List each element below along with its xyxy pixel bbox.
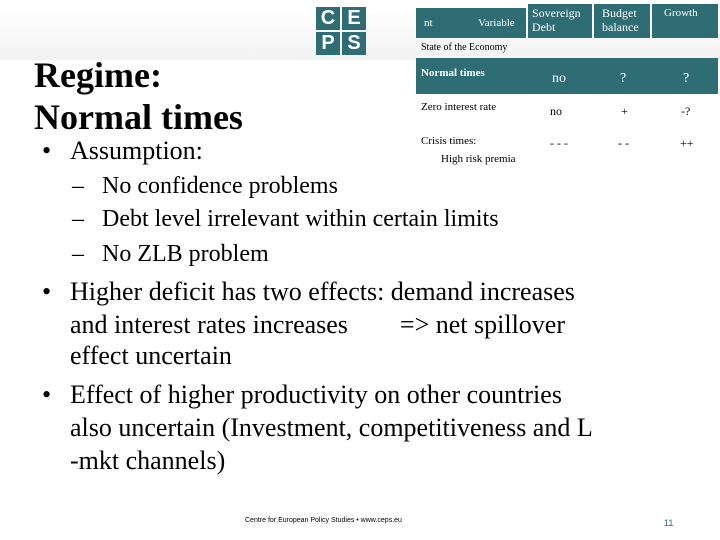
page-number: 11 <box>664 518 674 528</box>
sub-item-2: Debt level irrelevant within certain limits <box>102 206 499 232</box>
bullet-assumption: Assumption: <box>70 136 203 165</box>
logo-letter-c: C <box>316 7 340 30</box>
bullet-productivity-line-2: also uncertain (Investment, competitiveness and L <box>70 413 593 442</box>
table-header-budget: Budget <box>602 6 637 20</box>
sub-item-3: No ZLB problem <box>102 241 269 267</box>
state-of-economy-label: State of the Economy <box>421 42 508 53</box>
bullet-deficit-line-2: and interest rates increases => net spillover <box>70 310 566 339</box>
row-normal-budget: ? <box>620 71 627 86</box>
sub-dash-1: – <box>72 173 84 199</box>
row-crisis-debt: - - - <box>550 136 568 150</box>
row-zero-debt: no <box>550 104 562 118</box>
table-header-debt: Debt <box>532 20 556 34</box>
footer-text: Centre for European Policy Studies • www.ceps.eu <box>245 517 402 524</box>
bullet-marker-1: • <box>42 136 52 165</box>
row-zero-growth: -? <box>681 104 691 118</box>
table-header-sovereign: Sovereign <box>532 6 581 20</box>
row-normal-label: Normal times <box>421 67 485 79</box>
row-crisis-sublabel: High risk premia <box>441 153 516 165</box>
row-zero-label: Zero interest rate <box>421 101 497 113</box>
sub-dash-3: – <box>72 241 84 267</box>
ceps-logo <box>316 7 366 53</box>
bullet-deficit-line-1: Higher deficit has two effects: demand increases <box>70 277 575 306</box>
table-header-variable: Variable <box>478 17 515 29</box>
logo-letter-p: P <box>316 32 340 55</box>
row-crisis-label: Crisis times: <box>421 135 477 147</box>
sub-item-1: No confidence problems <box>102 173 338 199</box>
title-line-2: Normal times <box>34 97 243 137</box>
row-normal-debt: no <box>552 71 566 86</box>
sub-dash-2: – <box>72 206 84 232</box>
bullet-productivity-line-3: -mkt channels) <box>70 446 226 475</box>
bullet-marker-2: • <box>42 277 52 306</box>
table-header-growth: Growth <box>664 7 698 19</box>
row-zero-budget: + <box>621 104 628 118</box>
logo-letter-e: E <box>342 7 366 30</box>
row-crisis-growth: ++ <box>680 136 694 150</box>
bullet-productivity-line-1: Effect of higher productivity on other countries <box>70 380 562 409</box>
table-header-balance: balance <box>602 20 639 34</box>
logo-letter-s: S <box>342 32 366 55</box>
row-crisis-budget: - - <box>618 136 629 150</box>
table-header-left: nt <box>424 17 433 29</box>
bullet-deficit-line-3: effect uncertain <box>70 341 232 370</box>
row-normal-growth: ? <box>683 71 690 86</box>
title-line-1: Regime: <box>34 55 162 95</box>
slide-title <box>34 54 243 138</box>
bullet-marker-3: • <box>42 380 52 409</box>
